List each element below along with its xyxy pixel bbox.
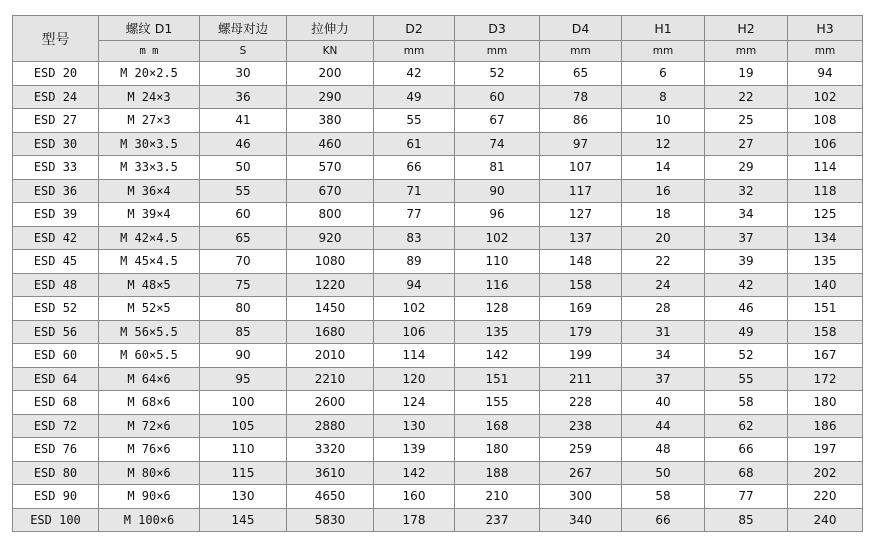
cell-d3: 135 bbox=[455, 320, 540, 344]
header-row bbox=[13, 16, 863, 41]
cell-d3: 67 bbox=[455, 109, 540, 133]
cell-model: ESD 80 bbox=[13, 461, 99, 485]
cell-thread: M 64×6 bbox=[99, 367, 200, 391]
cell-d3: 155 bbox=[455, 391, 540, 415]
cell-h3: 186 bbox=[788, 414, 863, 438]
cell-thread: M 80×6 bbox=[99, 461, 200, 485]
cell-h2: 55 bbox=[705, 367, 788, 391]
cell-h1: 16 bbox=[622, 179, 705, 203]
cell-d4: 259 bbox=[540, 438, 622, 462]
table-row bbox=[13, 273, 863, 297]
cell-h1: 8 bbox=[622, 85, 705, 109]
cell-h2: 25 bbox=[705, 109, 788, 133]
cell-model: ESD 64 bbox=[13, 367, 99, 391]
cell-h1: 14 bbox=[622, 156, 705, 180]
cell-h1: 22 bbox=[622, 250, 705, 274]
cell-force: 3610 bbox=[287, 461, 374, 485]
unit-nut: S bbox=[200, 41, 287, 62]
cell-force: 5830 bbox=[287, 508, 374, 532]
cell-h1: 37 bbox=[622, 367, 705, 391]
cell-h3: 202 bbox=[788, 461, 863, 485]
table-row bbox=[13, 367, 863, 391]
cell-h3: 151 bbox=[788, 297, 863, 321]
table-row bbox=[13, 109, 863, 133]
cell-h2: 77 bbox=[705, 485, 788, 509]
cell-nut: 90 bbox=[200, 344, 287, 368]
cell-model: ESD 45 bbox=[13, 250, 99, 274]
cell-model: ESD 48 bbox=[13, 273, 99, 297]
cell-thread: M 56×5.5 bbox=[99, 320, 200, 344]
table-row bbox=[13, 226, 863, 250]
cell-h2: 58 bbox=[705, 391, 788, 415]
cell-nut: 36 bbox=[200, 85, 287, 109]
table-row bbox=[13, 132, 863, 156]
cell-d3: 74 bbox=[455, 132, 540, 156]
unit-d4: mm bbox=[540, 41, 622, 62]
cell-h1: 24 bbox=[622, 273, 705, 297]
table-row bbox=[13, 438, 863, 462]
cell-h3: 125 bbox=[788, 203, 863, 227]
cell-d4: 238 bbox=[540, 414, 622, 438]
cell-d4: 117 bbox=[540, 179, 622, 203]
cell-thread: M 48×5 bbox=[99, 273, 200, 297]
cell-h3: 158 bbox=[788, 320, 863, 344]
cell-model: ESD 27 bbox=[13, 109, 99, 133]
cell-d4: 169 bbox=[540, 297, 622, 321]
cell-thread: M 42×4.5 bbox=[99, 226, 200, 250]
cell-d4: 300 bbox=[540, 485, 622, 509]
table-row bbox=[13, 156, 863, 180]
cell-d4: 137 bbox=[540, 226, 622, 250]
cell-thread: M 30×3.5 bbox=[99, 132, 200, 156]
cell-h3: 118 bbox=[788, 179, 863, 203]
cell-force: 2880 bbox=[287, 414, 374, 438]
cell-h1: 12 bbox=[622, 132, 705, 156]
cell-nut: 65 bbox=[200, 226, 287, 250]
cell-d3: 180 bbox=[455, 438, 540, 462]
header-d4: D4 bbox=[540, 16, 622, 41]
cell-d2: 114 bbox=[374, 344, 455, 368]
header-force: 拉伸力 bbox=[287, 16, 374, 41]
cell-force: 2600 bbox=[287, 391, 374, 415]
cell-d3: 188 bbox=[455, 461, 540, 485]
table-row bbox=[13, 62, 863, 86]
cell-h2: 22 bbox=[705, 85, 788, 109]
cell-nut: 75 bbox=[200, 273, 287, 297]
cell-nut: 95 bbox=[200, 367, 287, 391]
cell-h2: 34 bbox=[705, 203, 788, 227]
cell-thread: M 52×5 bbox=[99, 297, 200, 321]
cell-d4: 148 bbox=[540, 250, 622, 274]
cell-d4: 199 bbox=[540, 344, 622, 368]
cell-h3: 102 bbox=[788, 85, 863, 109]
units-row bbox=[13, 41, 863, 62]
cell-d4: 267 bbox=[540, 461, 622, 485]
cell-h3: 140 bbox=[788, 273, 863, 297]
cell-nut: 46 bbox=[200, 132, 287, 156]
cell-h2: 49 bbox=[705, 320, 788, 344]
cell-model: ESD 24 bbox=[13, 85, 99, 109]
cell-h2: 68 bbox=[705, 461, 788, 485]
cell-h3: 180 bbox=[788, 391, 863, 415]
cell-model: ESD 100 bbox=[13, 508, 99, 532]
cell-model: ESD 72 bbox=[13, 414, 99, 438]
header-h3: H3 bbox=[788, 16, 863, 41]
cell-d3: 128 bbox=[455, 297, 540, 321]
cell-model: ESD 36 bbox=[13, 179, 99, 203]
cell-h3: 135 bbox=[788, 250, 863, 274]
cell-nut: 70 bbox=[200, 250, 287, 274]
cell-d3: 151 bbox=[455, 367, 540, 391]
cell-d2: 142 bbox=[374, 461, 455, 485]
cell-h3: 94 bbox=[788, 62, 863, 86]
unit-h3: mm bbox=[788, 41, 863, 62]
cell-d2: 130 bbox=[374, 414, 455, 438]
cell-d4: 97 bbox=[540, 132, 622, 156]
cell-d4: 107 bbox=[540, 156, 622, 180]
cell-thread: M 72×6 bbox=[99, 414, 200, 438]
cell-model: ESD 52 bbox=[13, 297, 99, 321]
table-row bbox=[13, 461, 863, 485]
cell-h3: 134 bbox=[788, 226, 863, 250]
cell-h2: 19 bbox=[705, 62, 788, 86]
cell-d3: 142 bbox=[455, 344, 540, 368]
cell-force: 2010 bbox=[287, 344, 374, 368]
cell-d4: 78 bbox=[540, 85, 622, 109]
unit-thread: m m bbox=[99, 41, 200, 62]
cell-d4: 158 bbox=[540, 273, 622, 297]
cell-h3: 114 bbox=[788, 156, 863, 180]
cell-h1: 28 bbox=[622, 297, 705, 321]
cell-force: 2210 bbox=[287, 367, 374, 391]
cell-nut: 60 bbox=[200, 203, 287, 227]
cell-h3: 197 bbox=[788, 438, 863, 462]
table-row bbox=[13, 203, 863, 227]
cell-nut: 41 bbox=[200, 109, 287, 133]
cell-d4: 340 bbox=[540, 508, 622, 532]
unit-h2: mm bbox=[705, 41, 788, 62]
cell-thread: M 20×2.5 bbox=[99, 62, 200, 86]
cell-h3: 172 bbox=[788, 367, 863, 391]
header-h2: H2 bbox=[705, 16, 788, 41]
cell-thread: M 45×4.5 bbox=[99, 250, 200, 274]
cell-thread: M 76×6 bbox=[99, 438, 200, 462]
cell-force: 670 bbox=[287, 179, 374, 203]
cell-nut: 80 bbox=[200, 297, 287, 321]
cell-thread: M 27×3 bbox=[99, 109, 200, 133]
cell-force: 4650 bbox=[287, 485, 374, 509]
cell-d3: 116 bbox=[455, 273, 540, 297]
table-row bbox=[13, 485, 863, 509]
cell-d2: 139 bbox=[374, 438, 455, 462]
cell-h2: 42 bbox=[705, 273, 788, 297]
cell-h1: 50 bbox=[622, 461, 705, 485]
table-row bbox=[13, 85, 863, 109]
cell-model: ESD 56 bbox=[13, 320, 99, 344]
cell-h2: 27 bbox=[705, 132, 788, 156]
cell-d3: 60 bbox=[455, 85, 540, 109]
cell-force: 920 bbox=[287, 226, 374, 250]
cell-model: ESD 76 bbox=[13, 438, 99, 462]
cell-d4: 86 bbox=[540, 109, 622, 133]
cell-h1: 6 bbox=[622, 62, 705, 86]
cell-d3: 81 bbox=[455, 156, 540, 180]
header-d3: D3 bbox=[455, 16, 540, 41]
table-row bbox=[13, 414, 863, 438]
cell-d2: 49 bbox=[374, 85, 455, 109]
cell-d3: 52 bbox=[455, 62, 540, 86]
cell-force: 200 bbox=[287, 62, 374, 86]
cell-d3: 96 bbox=[455, 203, 540, 227]
header-d2: D2 bbox=[374, 16, 455, 41]
cell-thread: M 60×5.5 bbox=[99, 344, 200, 368]
cell-h2: 32 bbox=[705, 179, 788, 203]
cell-force: 1680 bbox=[287, 320, 374, 344]
cell-model: ESD 33 bbox=[13, 156, 99, 180]
cell-h1: 44 bbox=[622, 414, 705, 438]
table-row bbox=[13, 250, 863, 274]
cell-d3: 102 bbox=[455, 226, 540, 250]
cell-d3: 210 bbox=[455, 485, 540, 509]
cell-force: 1080 bbox=[287, 250, 374, 274]
cell-d2: 160 bbox=[374, 485, 455, 509]
cell-force: 380 bbox=[287, 109, 374, 133]
cell-h2: 85 bbox=[705, 508, 788, 532]
cell-h3: 220 bbox=[788, 485, 863, 509]
header-model: 型号 bbox=[13, 16, 99, 62]
cell-d2: 89 bbox=[374, 250, 455, 274]
cell-thread: M 24×3 bbox=[99, 85, 200, 109]
unit-d3: mm bbox=[455, 41, 540, 62]
header-nut: 螺母对边 bbox=[200, 16, 287, 41]
cell-d3: 90 bbox=[455, 179, 540, 203]
header-h1: H1 bbox=[622, 16, 705, 41]
cell-h2: 37 bbox=[705, 226, 788, 250]
cell-d2: 94 bbox=[374, 273, 455, 297]
cell-force: 290 bbox=[287, 85, 374, 109]
cell-force: 800 bbox=[287, 203, 374, 227]
table-row bbox=[13, 179, 863, 203]
cell-d2: 106 bbox=[374, 320, 455, 344]
header-thread: 螺纹 D1 bbox=[99, 16, 200, 41]
cell-h1: 10 bbox=[622, 109, 705, 133]
cell-d3: 237 bbox=[455, 508, 540, 532]
cell-thread: M 36×4 bbox=[99, 179, 200, 203]
cell-d4: 211 bbox=[540, 367, 622, 391]
cell-h1: 20 bbox=[622, 226, 705, 250]
cell-h3: 108 bbox=[788, 109, 863, 133]
cell-h1: 40 bbox=[622, 391, 705, 415]
cell-thread: M 68×6 bbox=[99, 391, 200, 415]
cell-model: ESD 60 bbox=[13, 344, 99, 368]
cell-h3: 240 bbox=[788, 508, 863, 532]
cell-force: 1220 bbox=[287, 273, 374, 297]
cell-h1: 34 bbox=[622, 344, 705, 368]
cell-h2: 52 bbox=[705, 344, 788, 368]
cell-d2: 124 bbox=[374, 391, 455, 415]
cell-d2: 77 bbox=[374, 203, 455, 227]
cell-nut: 110 bbox=[200, 438, 287, 462]
cell-model: ESD 90 bbox=[13, 485, 99, 509]
cell-h2: 39 bbox=[705, 250, 788, 274]
cell-model: ESD 68 bbox=[13, 391, 99, 415]
cell-nut: 105 bbox=[200, 414, 287, 438]
cell-h2: 29 bbox=[705, 156, 788, 180]
unit-h1: mm bbox=[622, 41, 705, 62]
cell-d2: 83 bbox=[374, 226, 455, 250]
cell-d2: 120 bbox=[374, 367, 455, 391]
cell-nut: 30 bbox=[200, 62, 287, 86]
cell-h2: 46 bbox=[705, 297, 788, 321]
cell-h3: 167 bbox=[788, 344, 863, 368]
cell-d2: 71 bbox=[374, 179, 455, 203]
cell-force: 570 bbox=[287, 156, 374, 180]
cell-thread: M 33×3.5 bbox=[99, 156, 200, 180]
cell-model: ESD 30 bbox=[13, 132, 99, 156]
table-row bbox=[13, 344, 863, 368]
cell-force: 460 bbox=[287, 132, 374, 156]
table-row bbox=[13, 320, 863, 344]
cell-thread: M 90×6 bbox=[99, 485, 200, 509]
cell-nut: 130 bbox=[200, 485, 287, 509]
cell-model: ESD 39 bbox=[13, 203, 99, 227]
cell-d2: 55 bbox=[374, 109, 455, 133]
cell-d2: 66 bbox=[374, 156, 455, 180]
cell-thread: M 39×4 bbox=[99, 203, 200, 227]
cell-nut: 145 bbox=[200, 508, 287, 532]
cell-h2: 66 bbox=[705, 438, 788, 462]
table-row bbox=[13, 391, 863, 415]
cell-d4: 179 bbox=[540, 320, 622, 344]
cell-h2: 62 bbox=[705, 414, 788, 438]
cell-model: ESD 42 bbox=[13, 226, 99, 250]
cell-nut: 55 bbox=[200, 179, 287, 203]
cell-d2: 61 bbox=[374, 132, 455, 156]
cell-d4: 127 bbox=[540, 203, 622, 227]
cell-d3: 168 bbox=[455, 414, 540, 438]
unit-d2: mm bbox=[374, 41, 455, 62]
cell-h1: 48 bbox=[622, 438, 705, 462]
cell-h3: 106 bbox=[788, 132, 863, 156]
cell-h1: 66 bbox=[622, 508, 705, 532]
cell-d2: 42 bbox=[374, 62, 455, 86]
unit-force: KN bbox=[287, 41, 374, 62]
cell-h1: 31 bbox=[622, 320, 705, 344]
cell-h1: 18 bbox=[622, 203, 705, 227]
cell-d4: 65 bbox=[540, 62, 622, 86]
spec-table bbox=[12, 15, 863, 532]
cell-d4: 228 bbox=[540, 391, 622, 415]
cell-model: ESD 20 bbox=[13, 62, 99, 86]
table-body bbox=[13, 62, 863, 532]
cell-nut: 50 bbox=[200, 156, 287, 180]
table-row bbox=[13, 297, 863, 321]
cell-nut: 85 bbox=[200, 320, 287, 344]
cell-force: 3320 bbox=[287, 438, 374, 462]
cell-nut: 100 bbox=[200, 391, 287, 415]
cell-d2: 178 bbox=[374, 508, 455, 532]
table-row bbox=[13, 508, 863, 532]
cell-thread: M 100×6 bbox=[99, 508, 200, 532]
cell-d2: 102 bbox=[374, 297, 455, 321]
cell-h1: 58 bbox=[622, 485, 705, 509]
cell-d3: 110 bbox=[455, 250, 540, 274]
cell-nut: 115 bbox=[200, 461, 287, 485]
cell-force: 1450 bbox=[287, 297, 374, 321]
